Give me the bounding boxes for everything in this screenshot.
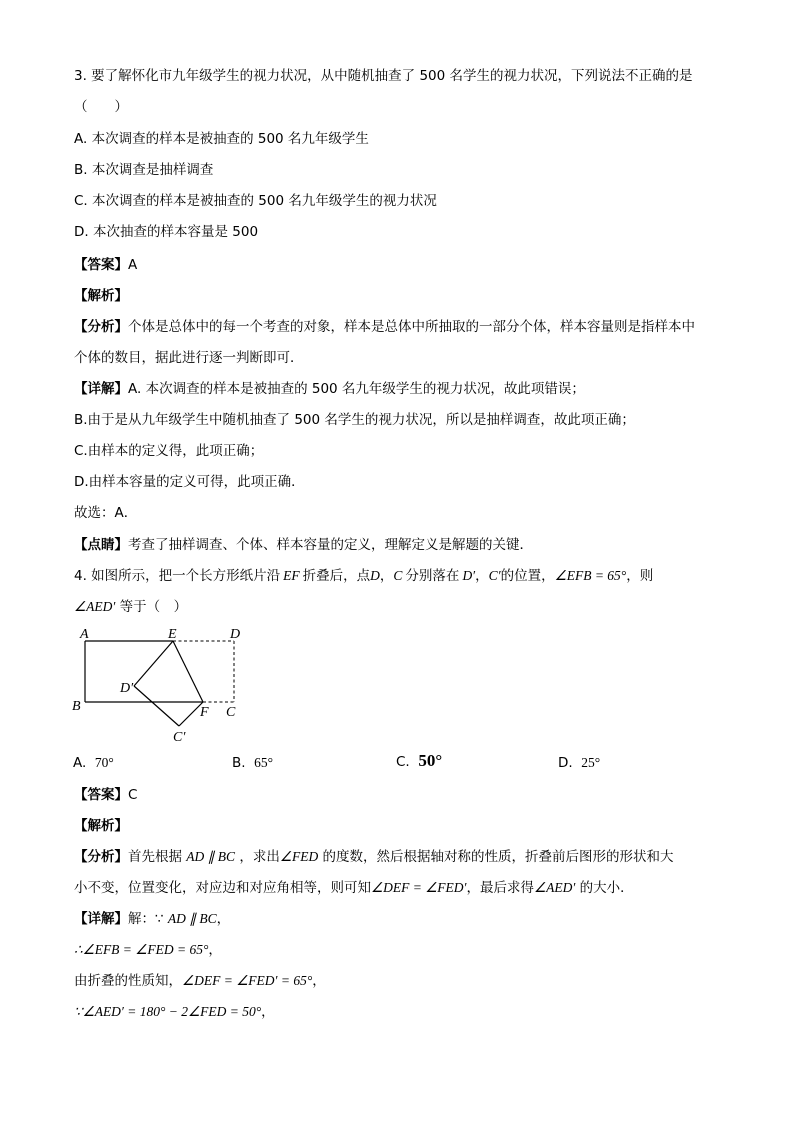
q3-xiangjie-line-3: C.由样本的定义得，此项正确； [74,443,264,459]
math-equation: ∠DEF = ∠FED′ = 65° [182,973,313,988]
dianjing-tag: 【点睛】 [74,537,128,553]
math-angle-aed: ∠AED′ [534,880,576,895]
q3-option-a: A. 本次调查的样本是被抽查的 500 名九年级学生 [74,131,369,147]
q4-comma: ， [475,568,489,584]
math-angle-fed: ∠FED [279,849,319,864]
q4-target-angle: ∠AED′ [74,599,116,614]
q4-option-a [73,754,114,772]
xiangjie-tag: 【详解】 [74,381,128,397]
answer-tag: 【答案】 [74,257,128,273]
analysis-tag: 【解析】 [74,818,128,834]
option-value: 50° [418,751,443,770]
q4-option-c [396,752,442,771]
analysis-tag: 【解析】 [74,288,128,304]
xiangjie-text: A. 本次调查的样本是被抽查的 500 名九年级学生的视力状况，故此项错误； [128,381,585,397]
q4-fenxi-line-2 [74,879,634,897]
q4-point-dprime: D′ [462,568,476,583]
answer-value: C [128,787,138,803]
q3-option-c: C. 本次调查的样本是被抽查的 500 名九年级学生的视力状况 [74,193,437,209]
edge-dprime-cprime [134,686,179,726]
q4-option-d [558,754,600,772]
edge-ed-prime [134,641,173,686]
q4-answer [74,786,137,804]
math-equation: ∵∠AED′ = 180° − 2∠FED = 50° [74,1004,262,1019]
fenxi-text: 小不变，位置变化，对应边和对应角相等，则可知 [74,880,371,896]
dianjing-text: 考查了抽样调查、个体、样本容量的定义，理解定义是解题的关键． [128,537,533,553]
option-letter: B. [232,755,246,771]
label-d: D [230,627,241,642]
xiangjie-text: 解：∵ [128,911,164,927]
fenxi-text: 的大小． [579,880,634,896]
q3-choice: 故选：A． [74,505,138,521]
q4-analysis-tag [74,817,128,835]
option-value: 25° [581,755,601,770]
label-f: F [200,705,209,720]
q4-xiangjie-line-4 [74,1003,275,1021]
math-def-eq-fed: ∠DEF = ∠FED′ [371,880,467,895]
q4-point-c: C [393,568,403,583]
comma: ， [312,973,326,989]
math-ad-parallel-bc: AD ∥ BC [186,849,236,864]
fenxi-text: ，求出 [239,849,280,865]
fenxi-text: 首先根据 [128,849,182,865]
q4-xiangjie-line-1 [74,910,230,928]
q3-analysis-tag [74,287,128,305]
q4-comma: ， [379,568,394,584]
q4-option-b [232,754,273,772]
xiangjie-text: 由折叠的性质知， [74,973,182,989]
fenxi-text: ，最后求得 [466,880,535,896]
folding-figure [66,622,256,748]
label-dprime: D′ [120,681,134,696]
q3-xiangjie-line-1 [74,380,585,398]
q4-stem-text: 等于（ ） [119,599,188,615]
comma: ， [216,911,231,927]
q4-ef: EF [283,568,300,583]
q4-stem-line-1 [74,567,653,585]
label-cprime: C′ [173,730,186,745]
label-a: A [80,627,89,642]
q3-xiangjie-line-4: D.由样本容量的定义可得，此项正确． [74,474,305,490]
fenxi-tag: 【分析】 [74,849,128,865]
q3-fenxi-line-2: 个体的数目，据此进行逐一判断即可． [74,350,304,366]
q4-stem-text: 的位置， [500,568,555,584]
q3-stem: 3. 要了解怀化市九年级学生的视力状况，从中随机抽查了 500 名学生的视力状况，下列说法不正确的是 [74,68,693,84]
comma: ， [208,942,222,958]
option-letter: D. [558,755,573,771]
q4-point-cprime: C′ [488,568,501,583]
q4-given-angle: ∠EFB = 65° [554,568,627,583]
q3-fenxi-line-1 [74,318,695,336]
q4-xiangjie-line-2 [74,941,222,959]
label-e: E [168,627,177,642]
fenxi-tag: 【分析】 [74,319,128,335]
label-b: B [72,699,81,714]
xiangjie-tag: 【详解】 [74,911,128,927]
q3-option-d: D. 本次抽查的样本容量是 500 [74,224,259,240]
option-letter: A. [73,755,87,771]
fold-line-ef [173,641,203,702]
q4-stem-text: 分别落在 [405,568,460,584]
q3-xiangjie-line-2: B.由于是从九年级学生中随机抽查了 500 名学生的视力状况，所以是抽样调查，故此项正确； [74,412,635,428]
option-value: 70° [94,755,114,770]
q4-stem-line-2 [74,598,187,616]
q4-xiangjie-line-3 [74,972,326,990]
answer-tag: 【答案】 [74,787,128,803]
label-c: C [226,705,236,720]
option-letter: C. [396,754,410,770]
q4-fenxi-line-1 [74,848,674,866]
q3-dianjing [74,536,533,554]
q3-answer [74,256,137,274]
math-equation: ∴∠EFB = ∠FED = 65° [74,942,209,957]
comma: ， [261,1004,275,1020]
q4-stem-text: ，则 [626,568,654,584]
q3-option-b: B. 本次调查是抽样调查 [74,162,214,178]
q4-stem-text: 4. 如图所示，把一个长方形纸片沿 [74,568,281,584]
fenxi-text: 个体是总体中的每一个考查的对象，样本是总体中所抽取的一部分个体，样本容量则是指样本中 [128,319,695,335]
q3-paren: （ ） [74,99,128,115]
answer-value: A [128,257,138,273]
option-value: 65° [254,755,274,770]
q4-point-d: D [370,568,380,583]
math-ad-parallel-bc: AD ∥ BC [167,911,217,926]
q4-stem-text: 折叠后，点 [302,568,371,584]
fenxi-text: 的度数，然后根据轴对称的性质，折叠前后图形的形状和大 [322,849,674,865]
